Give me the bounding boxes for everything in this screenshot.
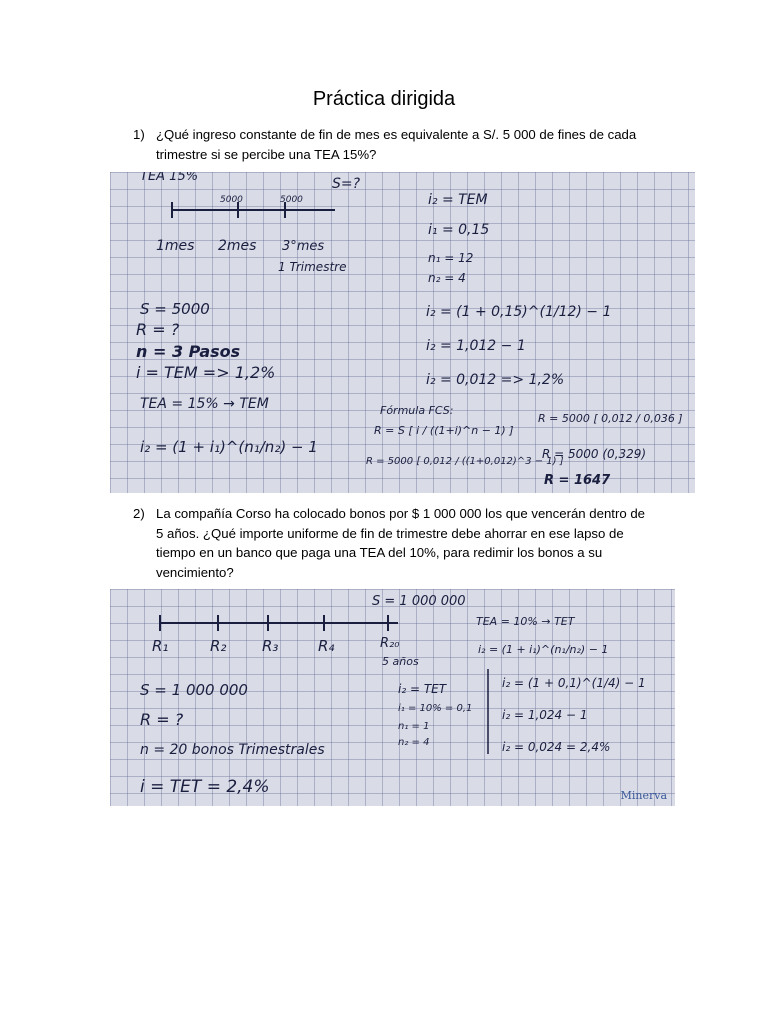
note-calc-2: i₂ = 1,024 − 1 [502,708,588,722]
question-1 [133,125,653,164]
note-r-value: R = ? [140,710,184,729]
timeline-1 [172,202,335,218]
note-formula-title: Fórmula FCS: [380,404,454,417]
note-i-value: i = TET = 2,4% [140,777,270,797]
note-s-label: S = 1 000 000 [372,594,466,609]
note-point: R₂₀ [380,636,400,651]
note-month-3: 3°mes [282,239,325,254]
note-n2-value: n₂ = 4 [428,271,466,285]
note-s-label: S=? [332,176,361,192]
note-n1-value: n₁ = 1 [398,721,430,732]
note-month-1: 1mes [156,238,195,254]
note-trimester: 1 Trimestre [278,260,347,274]
question-number: 2) [133,506,145,521]
note-i-value: i = TEM => 1,2% [136,363,276,382]
note-result: R = 1647 [544,473,611,488]
note-n1-value: n₁ = 12 [428,251,474,265]
page-title: Práctica dirigida [312,88,456,110]
note-formula: i₂ = (1 + i₁)^(n₁/n₂) − 1 [478,643,609,656]
note-i1-value: i₁ = 10% = 0,1 [398,703,473,714]
note-calc-3: i₂ = 0,024 = 2,4% [502,740,611,754]
timeline-2 [160,615,398,631]
note-i2-label: i₂ = TET [398,682,447,696]
note-tea-conv: TEA = 10% → TET [476,615,575,628]
note-month-2: 2mes [218,238,257,254]
note-point: R₄ [318,637,335,655]
handwritten-solution-photo-2 [110,589,675,806]
note-calc-r2: R = 5000 [ 0,012 / 0,036 ] [538,412,683,425]
note-calc-r1: R = 5000 [ 0,012 / ((1+0,012)^3 − 1) ] [366,456,564,467]
note-calc-1: i₂ = (1 + 0,1)^(1/4) − 1 [502,676,646,690]
note-formula-i2: i₂ = (1 + i₁)^(n₁/n₂) − 1 [140,438,318,456]
question-text: La compañía Corso ha colocado bonos por $ 1 000 000 los que vencerán dentro de 5 años. ¿Qué importe uniforme de fin de trimestre debe ahorrar en ese lapso de tiempo en un banco que paga una TEA del 10%, para redimir los bonos a su vencimiento? [156,506,646,580]
note-header: TEA 15% [140,172,199,184]
note-calc-r3: R = 5000 (0,329) [542,447,647,461]
note-n2-value: n₂ = 4 [398,737,430,748]
note-i2-label: i₂ = TEM [428,192,488,208]
note-calc-3: i₂ = 0,012 => 1,2% [426,372,565,388]
note-years: 5 años [382,655,419,668]
note-s-value: S = 1 000 000 [140,681,248,699]
question-2 [133,504,653,582]
note-n-value: n = 20 bonos Trimestrales [140,742,325,758]
note-s-value: S = 5000 [140,300,210,318]
note-r-value: R = ? [136,320,180,339]
note-tick-2: 5000 [280,195,303,205]
question-text: ¿Qué ingreso constante de fin de mes es equivalente a S/. 5 000 de fines de cada trimestre si se percibe una TEA 15%? [156,127,637,162]
notebook-brand-logo: Minerva [620,789,667,802]
note-calc-2: i₂ = 1,012 − 1 [426,338,526,354]
handwritten-solution-photo-1 [110,172,695,493]
note-i1-value: i₁ = 0,15 [428,222,490,238]
note-calc-1: i₂ = (1 + 0,15)^(1/12) − 1 [426,304,612,320]
note-formula-r: R = S [ i / ((1+i)^n − 1) ] [374,424,514,437]
note-point: R₃ [262,637,279,655]
note-tick-1: 5000 [220,195,243,205]
note-n-value: n = 3 Pasos [136,342,241,361]
note-tea-conv: TEA = 15% → TEM [140,396,269,412]
question-number: 1) [133,127,145,142]
note-point: R₂ [210,637,227,655]
note-point: R₁ [152,637,169,655]
